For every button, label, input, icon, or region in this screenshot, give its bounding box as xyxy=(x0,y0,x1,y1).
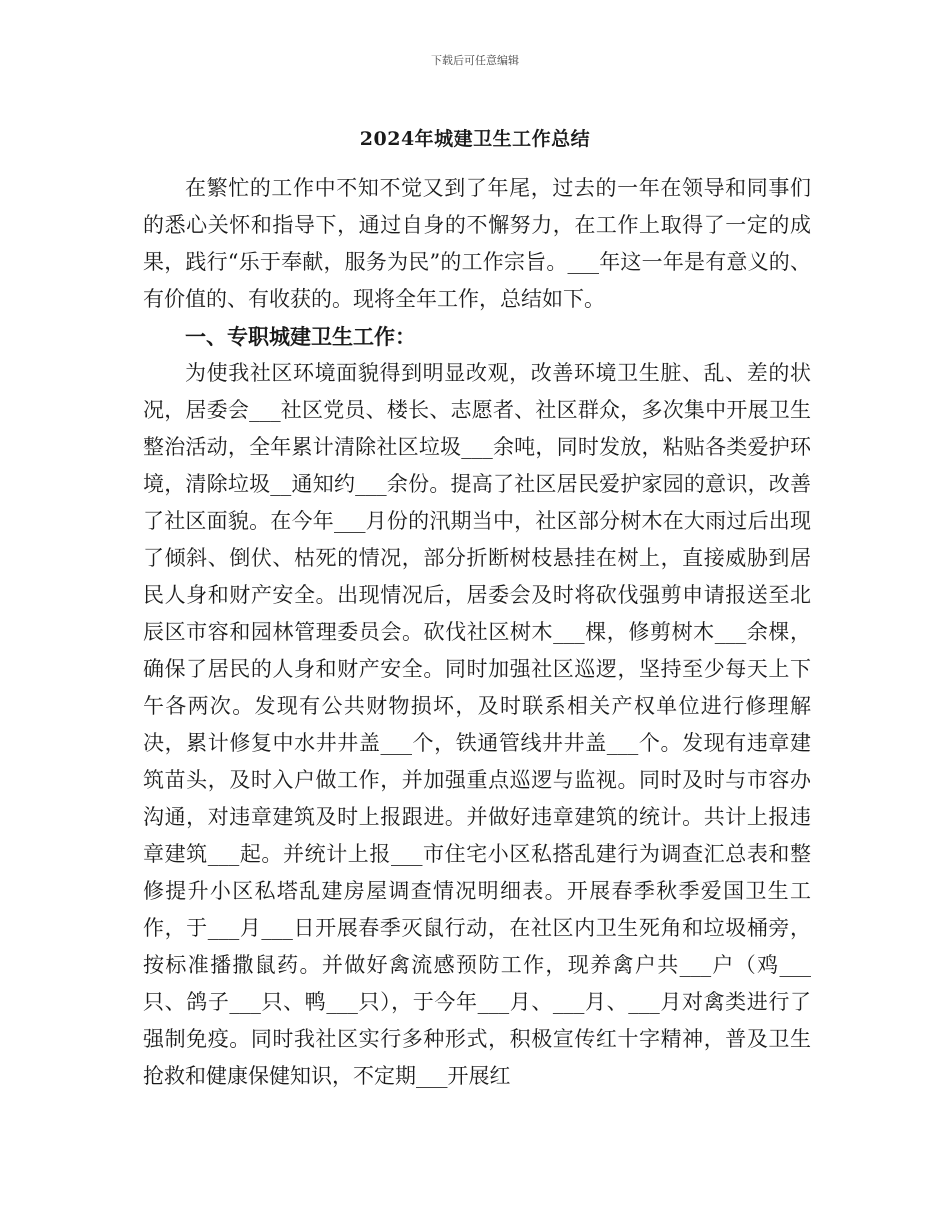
header-note: 下载后可任意编辑 xyxy=(431,54,519,67)
intro-paragraph: 在繁忙的工作中不知不觉又到了年尾，过去的一年在领导和同事们的悉心关怀和指导下，通过自身的不懈努力，在工作上取得了一定的成果，践行“乐于奉献，服务为民”的工作宗旨。___年这一年是有意义的、有价值的、有收获的。现将全年工作，总结如下。 xyxy=(143,176,811,311)
section-heading: 一、专职城建卫生工作： xyxy=(185,324,416,349)
document-title: 2024年城建卫生工作总结 xyxy=(359,128,591,150)
document-body xyxy=(143,170,811,1095)
body-paragraph: 为使我社区环境面貌得到明显改观，改善环境卫生脏、乱、差的状况，居委会___社区党员、楼长、志愿者、社区群众，多次集中开展卫生整治活动，全年累计清除社区垃圾___余吨，同时发放，粘贴各类爱护环境，清除垃圾__通知约___余份。提高了社区居民爱护家园的意识，改善了社区面貌。在今年___月份的汛期当中，社区部分树木在大雨过后出现了倾斜、倒伏、枯死的情况，部分折断树枝悬挂在树上，直接威胁到居民人身和财产安全。出现情况后，居委会及时将砍伐强剪申请报送至北辰区市容和园林管理委员会。砍伐社区树木___棵，修剪树木___余棵，确保了居民的人身和财产安全。同时加强社区巡逻，坚持至少每天上下午各两次。发现有公共财物损坏，及时联系相关产权单位进行修理解决，累计修复中水井井盖___个，铁通管线井井盖___个。发现有违章建筑苗头，及时入户做工作，并加强重点巡逻与监视。同时及时与市容办沟通，对违章建筑及时上报跟进。并做好违章建筑的统计。共计上报违章建筑___起。并统计上报___市住宅小区私搭乱建行为调查汇总表和整修提升小区私塔乱建房屋调查情况明细表。开展春季秋季爱国卫生工作，于___月___日开展春季灭鼠行动，在社区内卫生死角和垃圾桶旁，按标准播撒鼠药。并做好禽流感预防工作，现养禽户共___户（鸡___只、鸽子___只、鸭___只），于今年___月、___月、___月对禽类进行了强制免疫。同时我社区实行多种形式，积极宣传红十字精神，普及卫生抢救和健康保健知识，不定期___开展红 xyxy=(143,361,811,1088)
